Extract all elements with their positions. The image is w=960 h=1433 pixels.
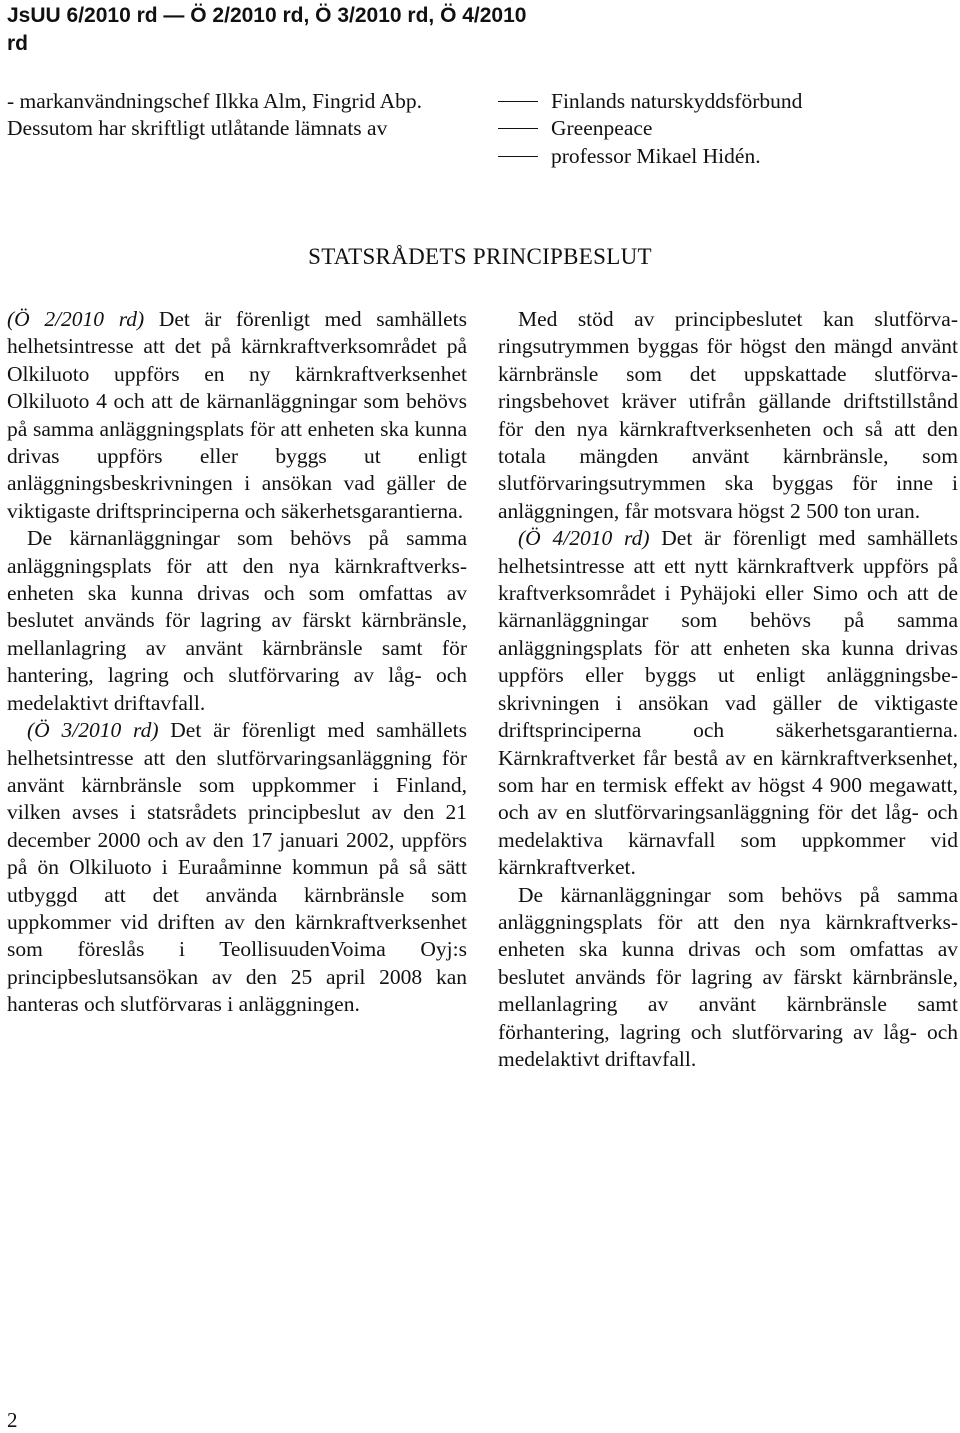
reference-label: (Ö 4/2010 rd) (518, 526, 650, 551)
left-column (7, 306, 467, 1019)
paragraph: (Ö 4/2010 rd) Det är förenligt med samhällets helhetsintresse att ett nytt kärnkraftverk uppförs på kraftverksområdet i Pyhäjoki eller Simo och att de kärnanläggningar som behövs på samma anläggningsplats för att enheten ska kunna drivas uppförs eller byggs ut enligt anläggningsbeskrivningen i ansökan vad gäller de viktigaste driftsprinciperna och säkerhetsgarantierna. Kärnkraftverket får bestå av en kärnkraftverksenhet, som har en termisk effekt av högst 4 900 megawatt, och av en slutförvaringsanläggning för det låg- och medelaktiva kärnavfall som uppkommer vid kärnkraftverket. (498, 526, 958, 880)
paragraph: De kärnanläggningar som behövs på samma anläggningsplats för att den nya kärnkraftverksenheten ska kunna drivas och som omfattas av beslutet används för lagring av färskt kärnbränsle, mellanlagring av använt kärnbränsle samt för hantering, lagring och slutförvaring av låg- och medelaktivt driftavfall. (7, 526, 467, 715)
dash-icon (498, 101, 538, 102)
paragraph: Med stöd av principbeslutet kan slutförvaringsutrymmen byggas för högst den mängd använt kärnbränsle som det uppskattade slutförvaringsbehovet kräver utifrån gällande driftstillstånd för den nya kärnkraftverksenheten och så att den totala mängden använt kärnbränsle, som slutförvaringsutrymmen ska byggas för inne i anläggningen, får motsvara högst 2 500 ton uran. (498, 307, 958, 523)
top-left-block (7, 88, 467, 143)
paragraph: (Ö 2/2010 rd) Det är förenligt med samhällets helhetsintresse att det på kärnkraftverksområdet på Olkiluoto uppförs en ny kärnkraftverksenhet Olkiluoto 4 och att de kärnanläggningar som behövs på samma anläggningsplats för att enheten ska kunna drivas uppförs eller byggs ut enligt anläggningsbeskrivningen i ansökan vad gäller de viktigaste driftsprinciperna och säkerhetsgarantierna. (7, 307, 467, 523)
paragraph: De kärnanläggningar som behövs på samma anläggningsplats för att den nya kärnkraftverksenheten ska kunna drivas och som omfattas av beslutet används för lagring av färskt kärnbränsle, mellanlagring av använt kärnbränsle samt förhantering, lagring och slutförvaring av låg- och medelaktivt driftavfall. (498, 882, 958, 1071)
dash-icon (498, 156, 538, 157)
header-line-1: JsUU 6/2010 rd — Ö 2/2010 rd, Ö 3/2010 rd, Ö 4/2010 (7, 4, 527, 27)
statement-item: - markanvändningschef Ilkka Alm, Fingrid Abp. (7, 89, 422, 113)
top-right-list (498, 88, 958, 170)
section-heading: STATSRÅDETS PRINCIPBESLUT (308, 244, 652, 269)
page-number: 2 (7, 1408, 18, 1432)
dash-icon (498, 128, 538, 129)
document-header (7, 2, 607, 58)
paragraph: (Ö 3/2010 rd) Det är förenligt med samhällets helhetsintresse att den slutförvaringsanläggning för använt kärnbränsle som uppkommer i Finland, vilken avses i statsrådets principbeslut av den 21 december 2000 och av den 17 januari 2002, uppförs på ön Olkiluoto i Euraåminne kommun på så sätt utbyggd att det använda kärnbränsle som uppkommer vid driften av den kärnkraftverksenhet som föreslås i TeollisuudenVoima Oyj:s principbeslutsansökan av den 25 april 2008 kan hanteras och slutförvaras i anläggningen. (7, 718, 467, 1017)
list-item: Greenpeace (498, 115, 958, 142)
right-column (498, 306, 958, 1073)
statement-intro: Dessutom har skriftligt utlåtande lämnats av (7, 116, 388, 141)
list-item: professor Mikael Hidén. (498, 143, 958, 170)
header-line-2: rd (7, 32, 28, 55)
list-item: Finlands naturskyddsförbund (498, 88, 958, 115)
reference-label: (Ö 2/2010 rd) (7, 307, 145, 331)
reference-label: (Ö 3/2010 rd) (27, 718, 159, 743)
